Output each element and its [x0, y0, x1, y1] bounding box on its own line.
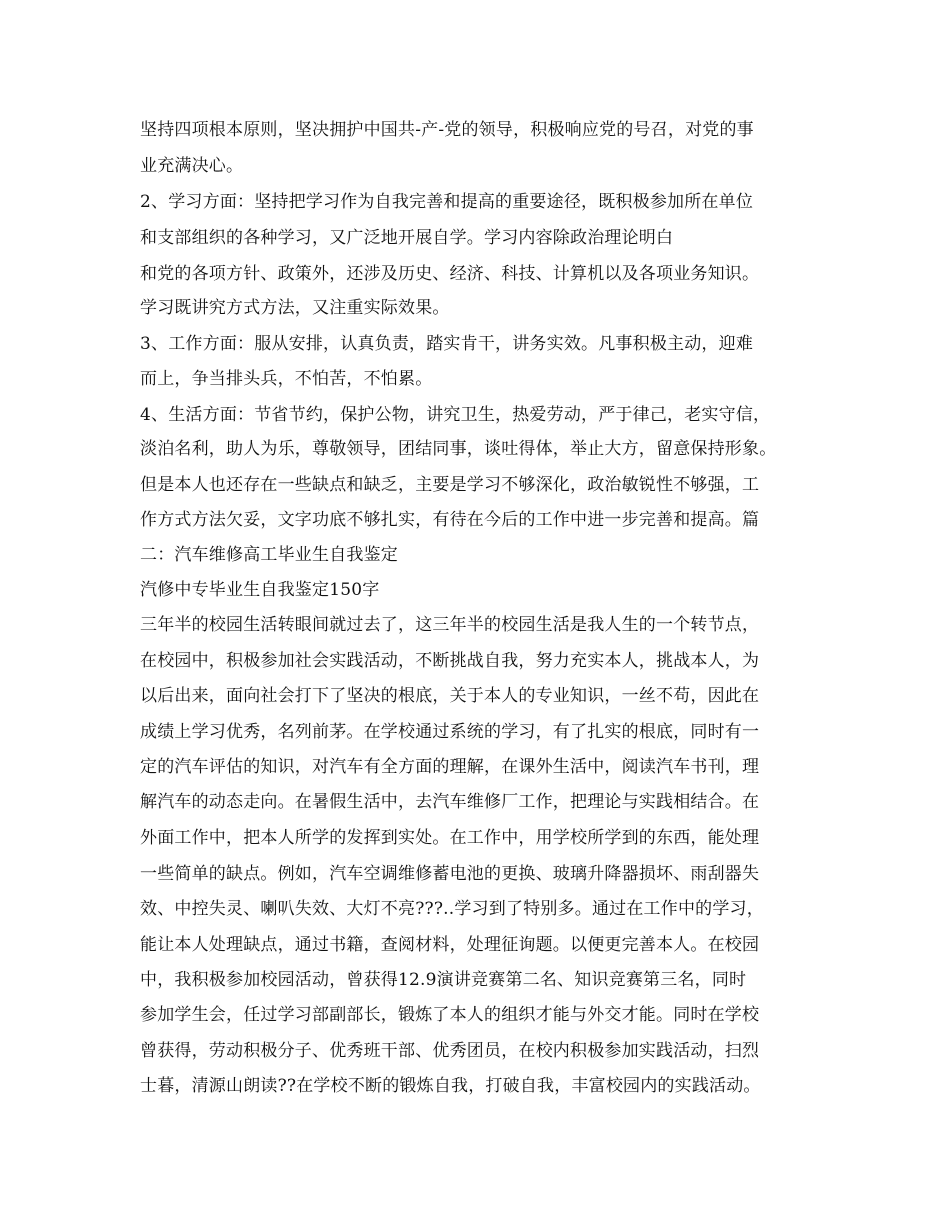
text-line: 和支部组织的各种学习，又广泛地开展自学。学习内容除政治理论明白	[140, 228, 674, 248]
text-line: 成绩上学习优秀，名列前茅。在学校通过系统的学习，有了扎实的根底，同时有一	[140, 722, 760, 742]
text-line: 在校园中，积极参加社会实践活动，不断挑战自我，努力充实本人，挑战本人，为	[140, 651, 760, 671]
text-line: 曾获得，劳动积极分子、优秀班干部、优秀团员，在校内积极参加实践活动，扫烈	[140, 1041, 760, 1061]
text-line: 三年半的校园生活转眼间就过去了，这三年半的校园生活是我人生的一个转节点，	[140, 615, 760, 635]
text-line: 3、工作方面：服从安排，认真负责，踏实肯干，讲务实效。凡事积极主动，迎难	[140, 334, 754, 354]
text-line: 以后出来，面向社会打下了坚决的根底，关于本人的专业知识，一丝不苟，因此在	[140, 686, 760, 706]
text-line: 士暮，清源山朗读??在学校不断的锻炼自我，打破自我，丰富校园内的实践活动。	[140, 1076, 761, 1096]
section-subheading: 汽修中专毕业生自我鉴定150字	[140, 580, 380, 600]
text-line: 外面工作中，把本人所学的发挥到实处。在工作中，用学校所学到的东西，能处理	[140, 828, 760, 848]
text-line: 学习既讲究方式方法，又注重实际效果。	[140, 298, 450, 318]
text-line: 能让本人处理缺点，通过书籍，查阅材料，处理征询题。以便更完善本人。在校园	[140, 935, 760, 955]
text-line: 效、中控失灵、喇叭失效、大灯不亮???..学习到了特别多。通过在工作中的学习，	[140, 899, 764, 919]
text-line: 中，我积极参加校园活动，曾获得12.9演讲竞赛第二名、知识竞赛第三名，同时	[140, 970, 747, 990]
text-line: 而上，争当排头兵，不怕苦，不怕累。	[140, 369, 433, 389]
text-line: 2、学习方面：坚持把学习作为自我完善和提高的重要途径，既积极参加所在单位	[140, 192, 754, 212]
text-line: 定的汽车评估的知识，对汽车有全方面的理解，在课外生活中，阅读汽车书刊，理	[140, 757, 760, 777]
text-line: 和党的各项方针、政策外，还涉及历史、经济、科技、计算机以及各项业务知识。	[140, 264, 760, 284]
text-line: 一些简单的缺点。例如，汽车空调维修蓄电池的更换、玻璃升降器损坏、雨刮器失	[140, 864, 760, 884]
text-line: 4、生活方面：节省节约，保护公物，讲究卫生，热爱劳动，严于律己，老实守信，	[140, 405, 771, 425]
section-heading: 二：汽车维修高工毕业生自我鉴定	[140, 545, 398, 565]
text-line: 解汽车的动态走向。在暑假生活中，去汽车维修厂工作，把理论与实践相结合。在	[140, 792, 760, 812]
text-line: 坚持四项根本原则，坚决拥护中国共-产-党的领导，积极响应党的号召，对党的事	[140, 120, 754, 140]
text-line: 业充满决心。	[140, 156, 244, 176]
text-line: 参加学生会，任过学习部副部长，锻炼了本人的组织才能与外交才能。同时在学校	[140, 1005, 760, 1025]
text-line: 淡泊名利，助人为乐，尊敬领导，团结同事，谈吐得体，举止大方，留意保持形象。	[140, 439, 777, 459]
text-line: 作方式方法欠妥，文字功底不够扎实，有待在今后的工作中进一步完善和提高。篇	[140, 510, 760, 530]
text-line: 但是本人也还存在一些缺点和缺乏，主要是学习不够深化，政治敏锐性不够强，工	[140, 475, 760, 495]
